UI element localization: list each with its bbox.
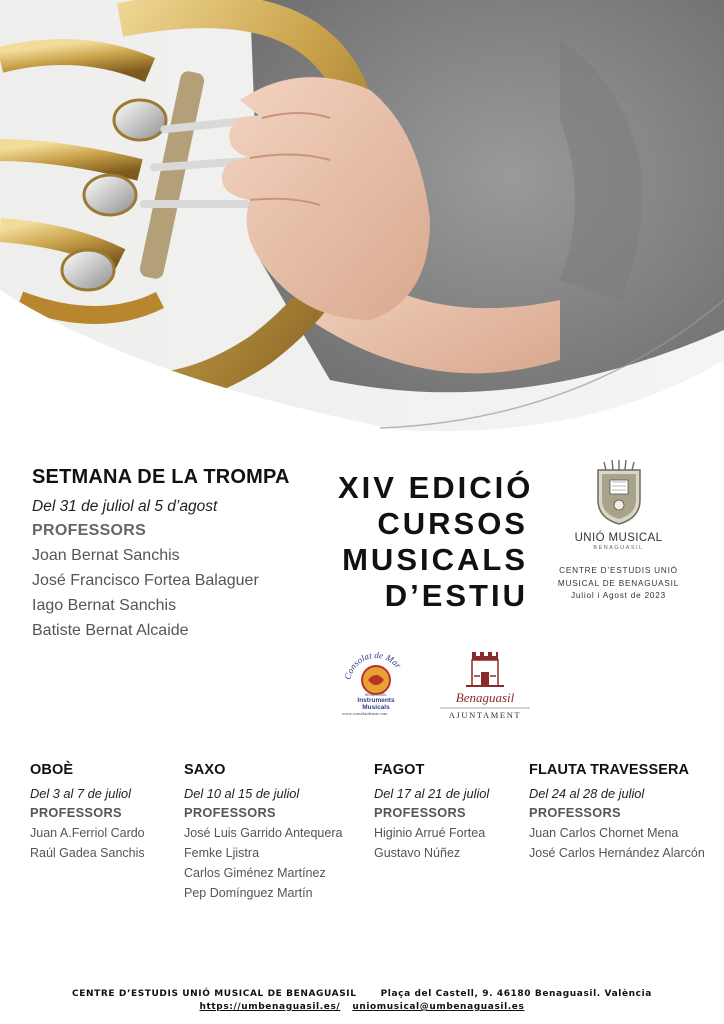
professor-name: Juan A.Ferriol Cardo xyxy=(30,826,145,840)
professor-name: Juan Carlos Chornet Mena xyxy=(529,826,679,840)
ajuntament-town: Benaguasil xyxy=(455,690,515,705)
school-description xyxy=(556,565,681,603)
consolat-line1: Instruments xyxy=(357,697,395,704)
professor-name: José Carlos Hernández Alarcón xyxy=(529,846,705,860)
edition-line: CURSOS xyxy=(377,506,528,541)
school-name: UNIÓ MUSICAL xyxy=(574,532,663,544)
course-oboe xyxy=(30,762,176,860)
hero-photo xyxy=(0,0,724,440)
ajuntament-benaguasil-logo xyxy=(436,646,534,722)
consolat-small: BENAGUASIL xyxy=(364,693,388,697)
course-professors-label: PROFESSORS xyxy=(529,805,621,820)
professor-name: Batiste Bernat Alcaide xyxy=(32,622,189,639)
course-flauta xyxy=(529,762,715,860)
professor-name: José Francisco Fortea Balaguer xyxy=(32,572,259,589)
school-desc-line: CENTRE D’ESTUDIS UNIÓ xyxy=(559,566,678,575)
consolat-url: www.consolatdemar.com xyxy=(342,711,388,716)
course-dates: Del 3 al 7 de juliol xyxy=(30,786,132,801)
edition-line: XIV EDICIÓ xyxy=(338,470,534,505)
course-title: OBOÈ xyxy=(30,762,74,778)
featured-dates: Del 31 de juliol al 5 d’agost xyxy=(32,498,218,515)
email-link[interactable]: uniomusical@umbenaguasil.es xyxy=(352,1002,525,1012)
professor-name: Iago Bernat Sanchis xyxy=(32,597,177,614)
professor-name: Raúl Gadea Sanchis xyxy=(30,846,145,860)
featured-professors-list xyxy=(32,547,332,640)
course-professors-label: PROFESSORS xyxy=(30,805,122,820)
website-link[interactable]: https://umbenaguasil.es/ xyxy=(199,1002,341,1012)
course-professors-label: PROFESSORS xyxy=(374,805,466,820)
featured-course xyxy=(32,466,332,640)
featured-professors-label: PROFESSORS xyxy=(32,522,147,539)
unio-musical-crest-icon xyxy=(592,460,646,526)
school-desc-line: MUSICAL DE BENAGUASIL xyxy=(557,578,680,588)
course-title: SAXO xyxy=(184,762,226,778)
consolat-arc-text: Consolat de Mar xyxy=(342,649,404,681)
school-block xyxy=(556,460,681,603)
footer-address: Plaça del Castell, 9. 46180 Benaguasil. València xyxy=(380,989,652,999)
professor-name: Higinio Arrué Fortea xyxy=(374,826,486,840)
course-fagot xyxy=(374,762,522,860)
course-dates: Del 17 al 21 de juliol xyxy=(374,786,490,801)
ajuntament-label: AJUNTAMENT xyxy=(448,710,522,720)
edition-line: MUSICALS xyxy=(342,542,528,577)
professor-name: Joan Bernat Sanchis xyxy=(32,547,180,564)
edition-heading xyxy=(338,470,534,614)
edition-line: D’ESTIU xyxy=(384,578,528,613)
footer-org: CENTRE D’ESTUDIS UNIÓ MUSICAL DE BENAGUASIL xyxy=(72,989,357,999)
school-desc-line: Juliol i Agost de 2023 xyxy=(571,591,666,600)
professor-name: Carlos Giménez Martínez xyxy=(184,866,326,880)
featured-title: SETMANA DE LA TROMPA xyxy=(32,466,290,488)
consolat-line2: Musicals xyxy=(362,704,390,711)
school-town: BENAGUASIL xyxy=(593,545,644,551)
footer xyxy=(0,989,724,1012)
course-saxo xyxy=(184,762,364,900)
professor-name: José Luis Garrido Antequera xyxy=(184,826,343,840)
course-title: FAGOT xyxy=(374,762,425,778)
professor-name: Pep Domínguez Martín xyxy=(184,886,313,900)
course-dates: Del 10 al 15 de juliol xyxy=(184,786,300,801)
professor-name: Femke Ljistra xyxy=(184,846,260,860)
professor-name: Gustavo Núñez xyxy=(374,846,461,860)
course-title: FLAUTA TRAVESSERA xyxy=(529,762,690,778)
course-dates: Del 24 al 28 de juliol xyxy=(529,786,645,801)
course-professors-label: PROFESSORS xyxy=(184,805,276,820)
